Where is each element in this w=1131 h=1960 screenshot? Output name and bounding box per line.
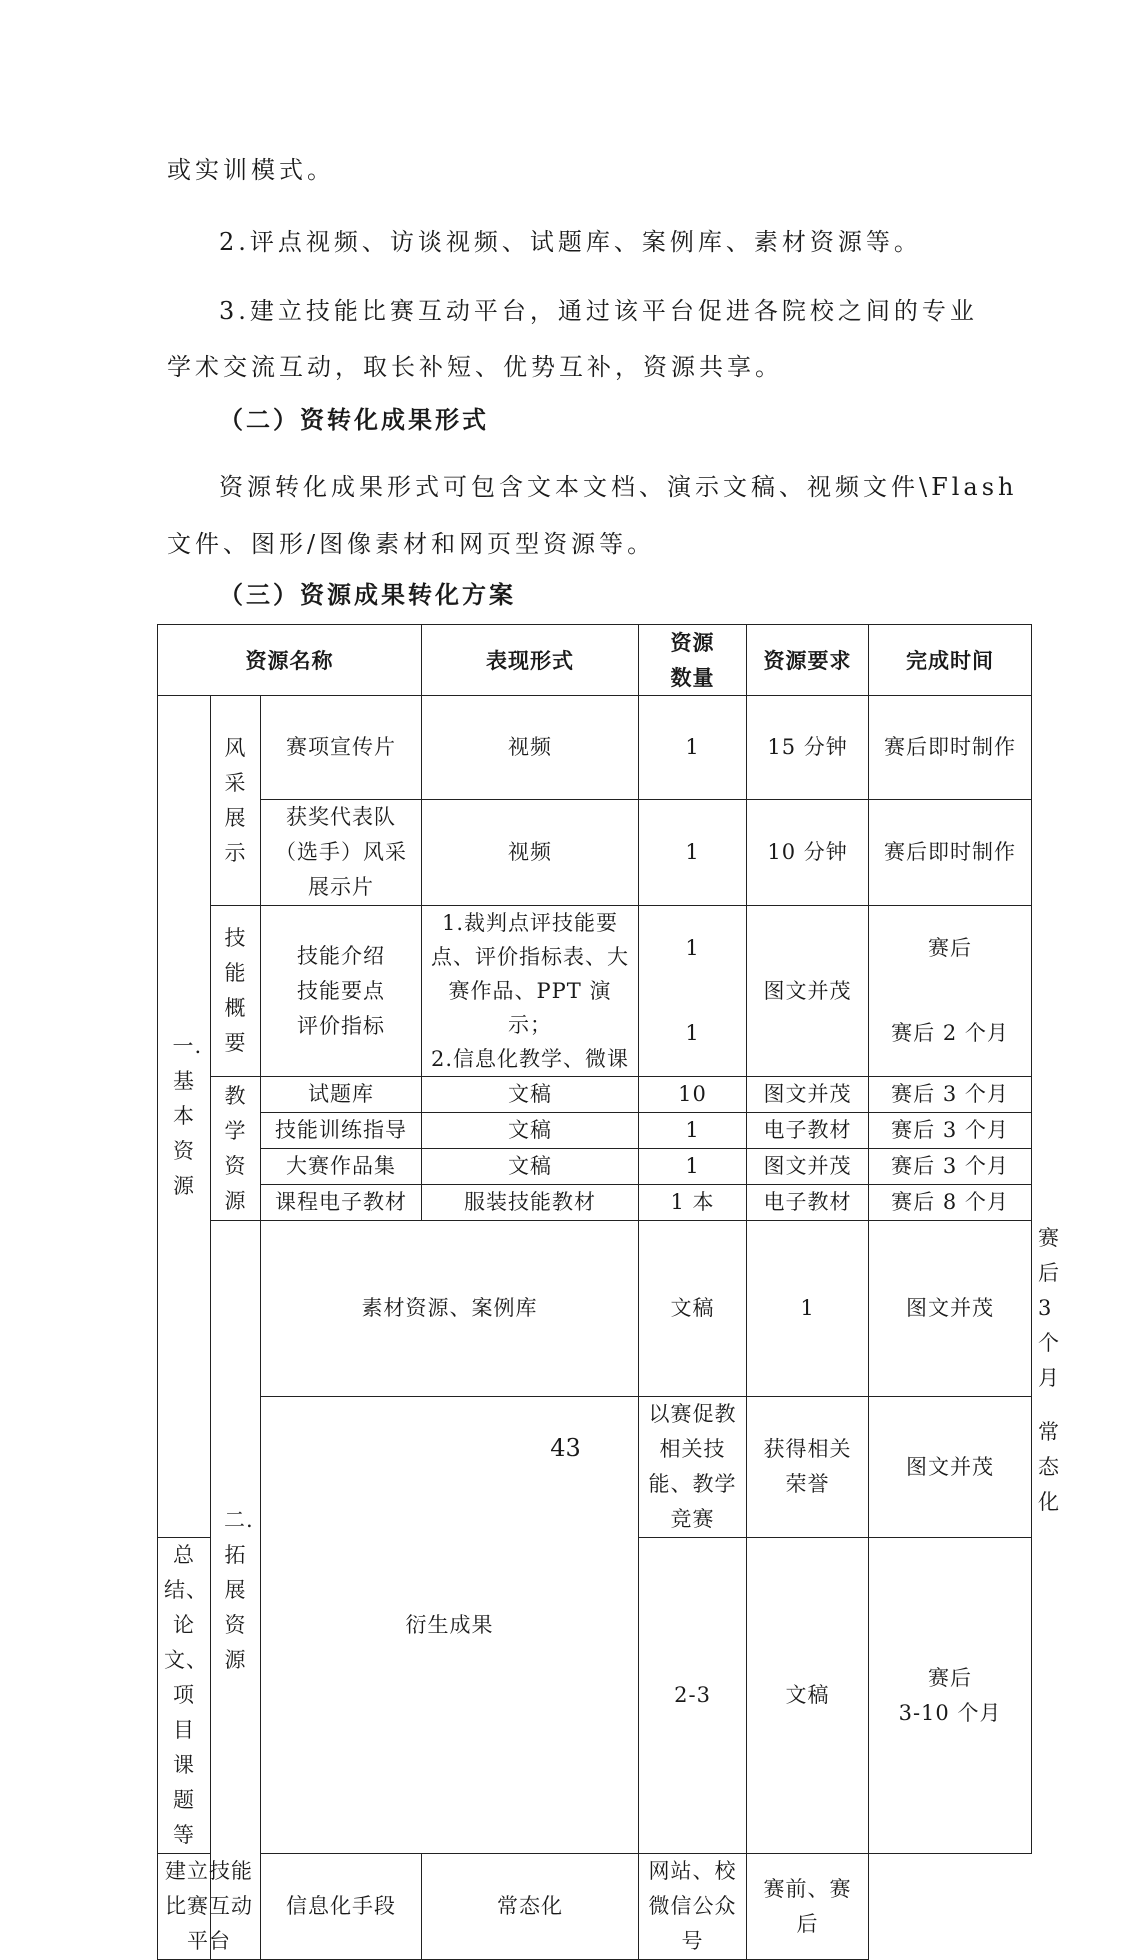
- cell-time: 赛后 8 个月: [869, 1185, 1032, 1221]
- cell-qty: 1: [639, 1149, 747, 1185]
- cell-name: 获奖代表队（选手）风采展示片: [261, 800, 422, 906]
- cell-qty: 1: [639, 800, 747, 906]
- cell-form: 信息化手段: [261, 1854, 422, 1960]
- cell-req: 图文并茂: [869, 1397, 1032, 1538]
- time-top: 赛后: [928, 936, 973, 960]
- cell-req: 电子教材: [747, 1113, 869, 1149]
- group-extended: 二.拓展资源: [211, 1221, 261, 1960]
- cell-name: 衍生成果: [261, 1397, 639, 1854]
- cell-name: 赛项宣传片: [261, 696, 422, 800]
- cell-qty: 2-3: [639, 1538, 747, 1854]
- qty-top: 1: [685, 936, 700, 960]
- section-heading: （二）资转化成果形式: [219, 405, 489, 434]
- header-form: 表现形式: [422, 625, 639, 696]
- header-name: 资源名称: [158, 625, 422, 696]
- table-row: [158, 906, 1032, 1077]
- paragraph-text: 或实训模式。: [167, 156, 335, 184]
- cell-form: 文稿: [639, 1221, 747, 1397]
- cell-form: 以赛促教相关技能、教学竞赛: [639, 1397, 747, 1538]
- header-time: 完成时间: [869, 625, 1032, 696]
- cell-qty: 常态化: [422, 1854, 639, 1960]
- time-bottom: 赛后 2 个月: [891, 1021, 1009, 1045]
- cell-time: 赛后 3 个月: [869, 1113, 1032, 1149]
- group-basic: 一.基本资源: [158, 696, 211, 1538]
- cell-form: 视频: [422, 696, 639, 800]
- table-row: [158, 696, 1032, 800]
- table-header-row: [158, 625, 1032, 696]
- table-row: [158, 1185, 1032, 1221]
- header-qty: 资源 数量: [639, 625, 747, 696]
- table-row: [158, 1854, 1032, 1960]
- cell-time: 赛后即时制作: [869, 696, 1032, 800]
- sub-jiaoxue: 教学资源: [211, 1077, 261, 1221]
- cell-name: 试题库: [261, 1077, 422, 1113]
- cell-req: 图文并茂: [869, 1221, 1032, 1397]
- cell-req: 15 分钟: [747, 696, 869, 800]
- table-row: 衍生成果 以赛促教相关技能、教学竞赛 获得相关荣誉 图文并茂 常态化: [158, 1397, 1032, 1538]
- cell-form: 文稿: [422, 1149, 639, 1185]
- cell-qty: 1: [747, 1221, 869, 1397]
- cell-req: 图文并茂: [747, 1149, 869, 1185]
- paragraph-text: 文件、图形/图像素材和网页型资源等。: [167, 530, 656, 558]
- cell-qty: [639, 906, 747, 1077]
- section-heading: （三）资源成果转化方案: [219, 580, 516, 609]
- cell-name: 技能训练指导: [261, 1113, 422, 1149]
- table-row: [158, 1113, 1032, 1149]
- cell-qty: 1: [639, 696, 747, 800]
- table-row: [158, 800, 1032, 906]
- cell-form: 1.裁判点评技能要点、评价指标表、大赛作品、PPT 演示； 2.信息化教学、微课: [422, 906, 639, 1077]
- paragraph-text: 2.评点视频、访谈视频、试题库、案例库、素材资源等。: [219, 228, 922, 256]
- header-req: 资源要求: [747, 625, 869, 696]
- cell-qty: 1: [639, 1113, 747, 1149]
- cell-req: 电子教材: [747, 1185, 869, 1221]
- paragraph-text: 学术交流互动，取长补短、优势互补，资源共享。: [167, 353, 783, 381]
- cell-req: 图文并茂: [747, 1077, 869, 1113]
- cell-time: 赛前、赛后: [747, 1854, 869, 1960]
- qty-bottom: 1: [685, 1021, 700, 1045]
- cell-name: 建立技能比赛互动平台: [158, 1854, 261, 1960]
- cell-req: 网站、校微信公众号: [639, 1854, 747, 1960]
- table-row: [158, 1149, 1032, 1185]
- resource-table: [157, 624, 1061, 1960]
- cell-time: 赛后即时制作: [869, 800, 1032, 906]
- paragraph-text: 资源转化成果形式可包含文本文档、演示文稿、视频文件\Flash: [219, 473, 1018, 501]
- cell-req: 10 分钟: [747, 800, 869, 906]
- cell-qty: 10: [639, 1077, 747, 1113]
- cell-qty: 1 本: [639, 1185, 747, 1221]
- cell-form: 文稿: [422, 1113, 639, 1149]
- cell-time: 赛后 3 个月: [869, 1149, 1032, 1185]
- page-number: 43: [550, 1434, 581, 1462]
- table-row: [158, 1077, 1032, 1113]
- cell-req: 文稿: [747, 1538, 869, 1854]
- cell-time: [869, 906, 1032, 1077]
- cell-qty: 获得相关荣誉: [747, 1397, 869, 1538]
- cell-req: 图文并茂: [747, 906, 869, 1077]
- sub-fengcai: 风采展示: [211, 696, 261, 906]
- sub-jineng: 技能概要: [211, 906, 261, 1077]
- cell-name: 大赛作品集: [261, 1149, 422, 1185]
- cell-name: 素材资源、案例库: [261, 1221, 639, 1397]
- cell-form: 总结、论文、项目课题等: [158, 1538, 211, 1854]
- cell-time: 赛后 3-10 个月: [869, 1538, 1032, 1854]
- cell-name: 课程电子教材: [261, 1185, 422, 1221]
- cell-name: 技能介绍 技能要点 评价指标: [261, 906, 422, 1077]
- cell-time: 赛后 3 个月: [869, 1077, 1032, 1113]
- cell-form: 服装技能教材: [422, 1185, 639, 1221]
- cell-form: 文稿: [422, 1077, 639, 1113]
- table-row: 二.拓展资源 素材资源、案例库 文稿 1 图文并茂 赛后 3 个月: [158, 1221, 1032, 1397]
- paragraph-text: 3.建立技能比赛互动平台，通过该平台促进各院校之间的专业: [219, 297, 978, 325]
- cell-form: 视频: [422, 800, 639, 906]
